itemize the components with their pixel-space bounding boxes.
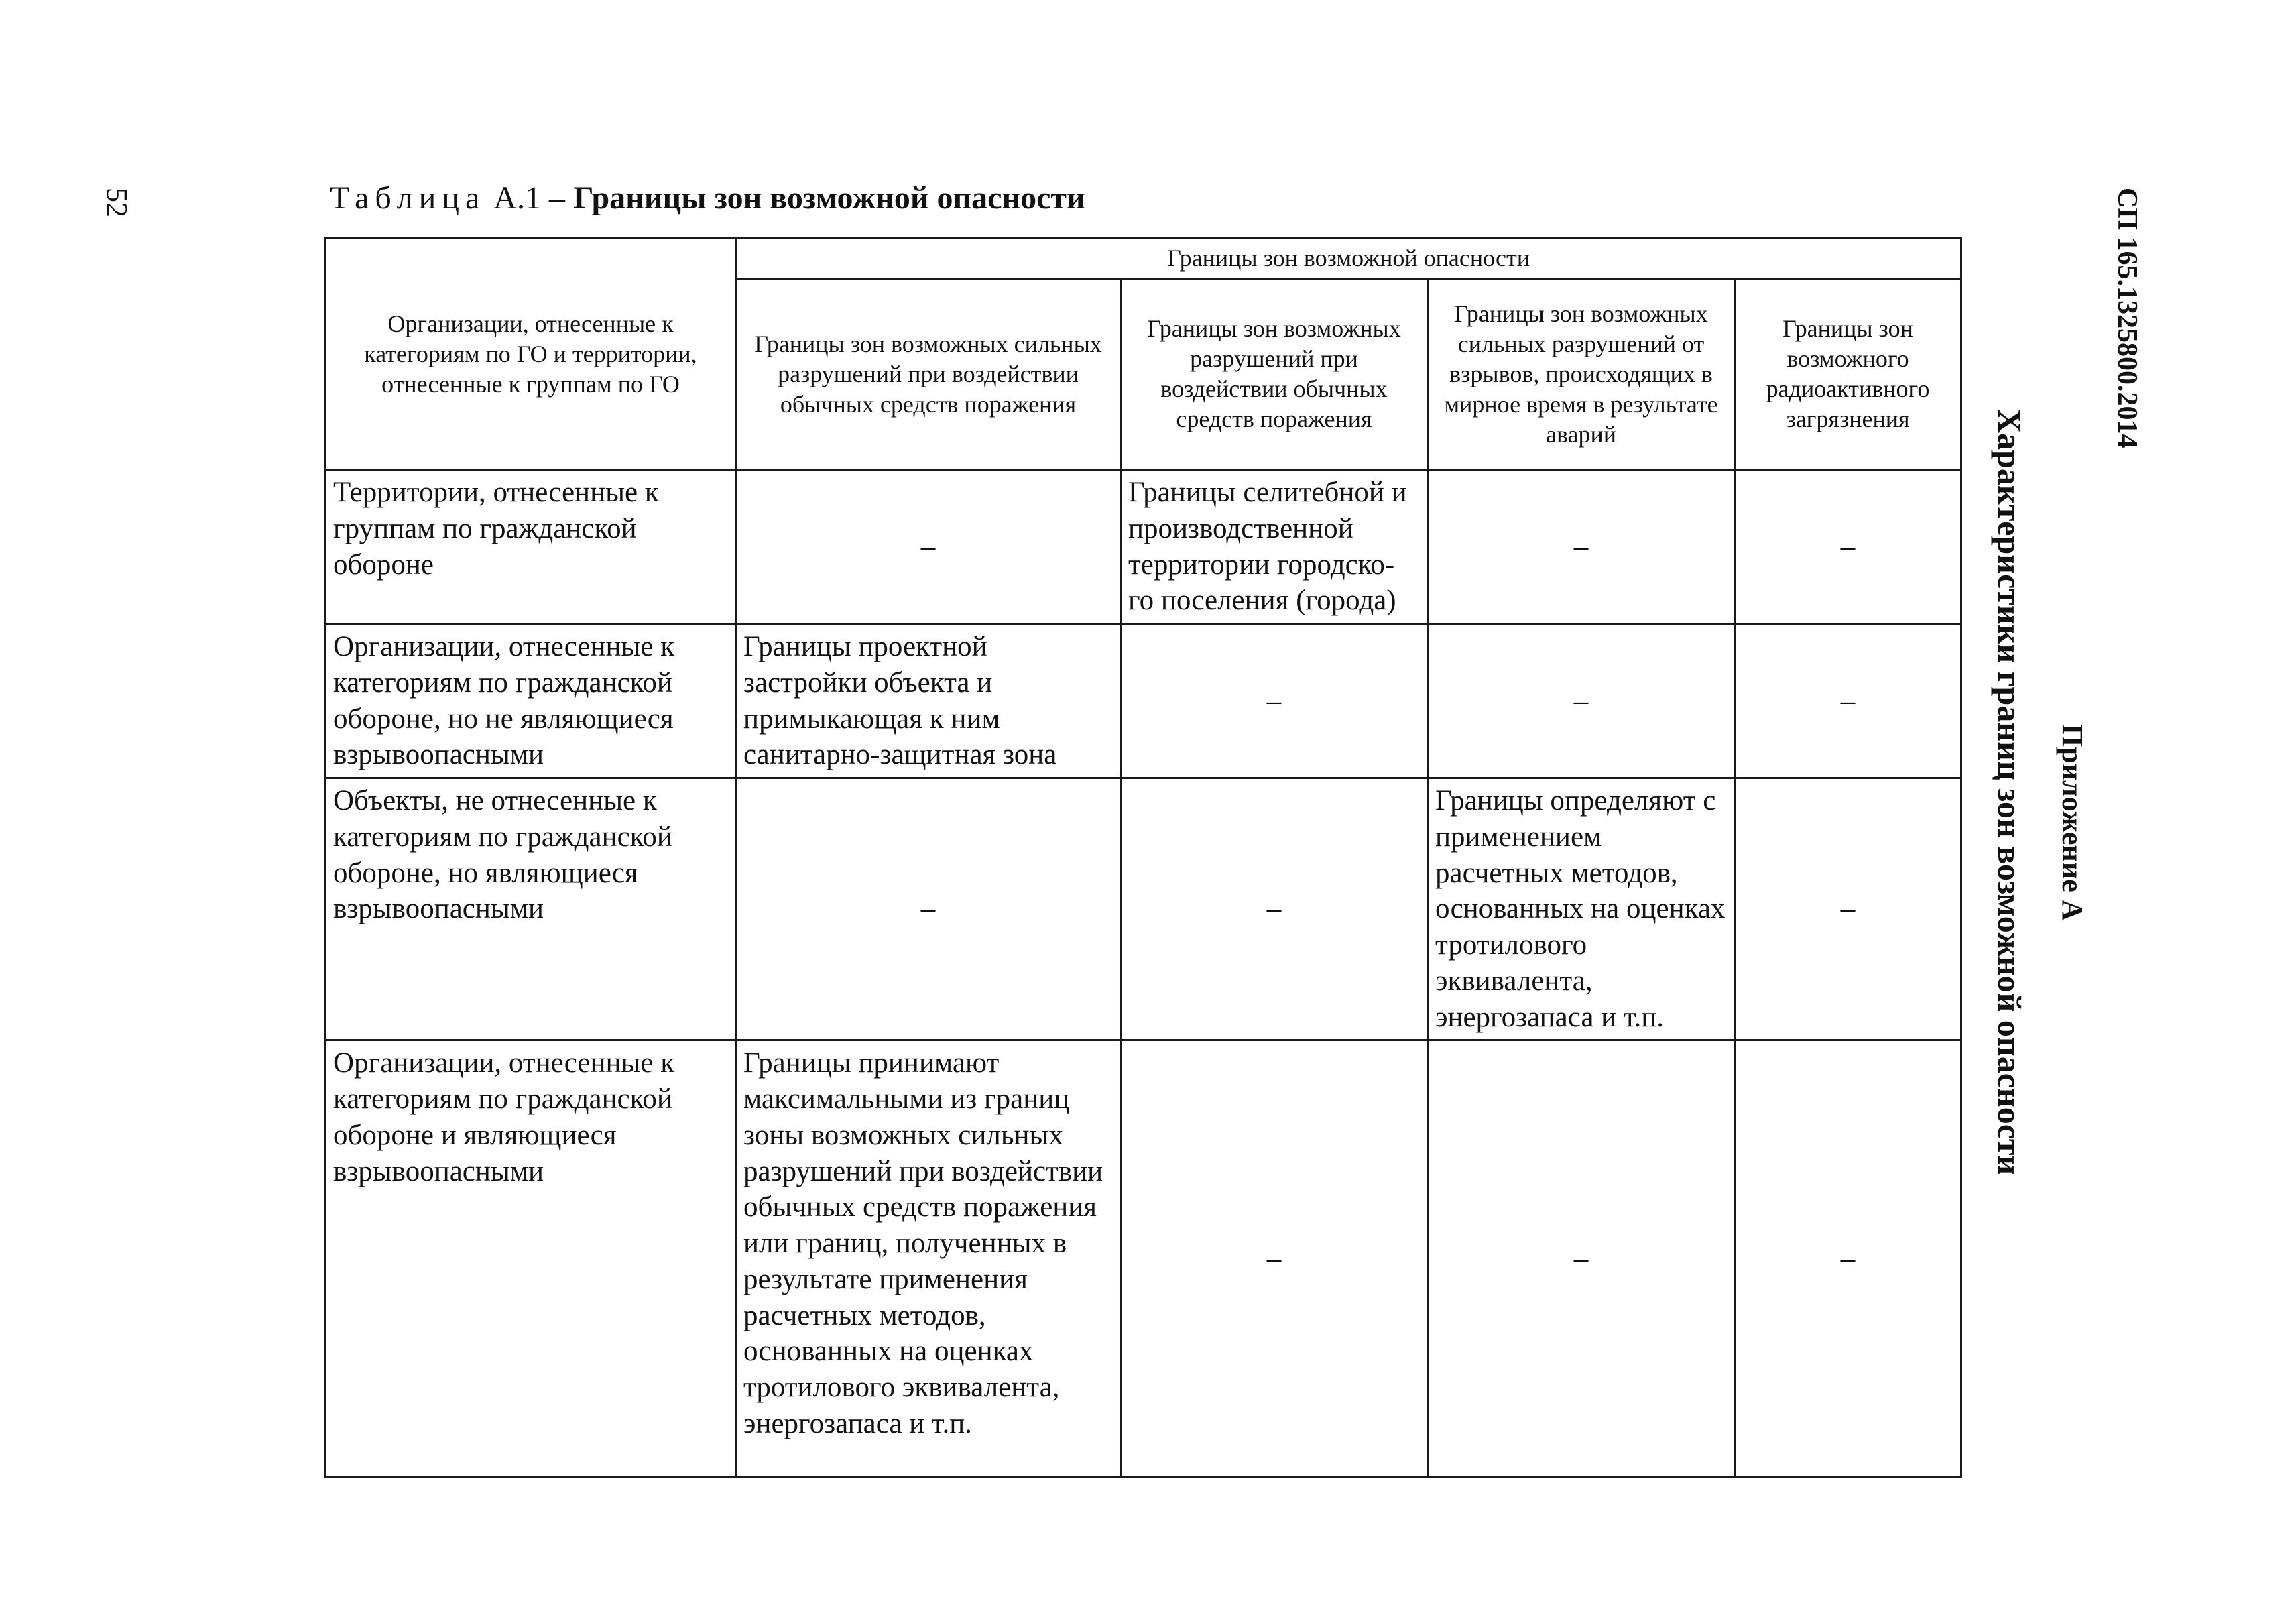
table-cell: – bbox=[736, 778, 1121, 1040]
table-cell: Границы принимают максимальными из границ зоны возможных сильных разрушений при воздействии обычных средств поражения или границ, полученных в результате применения расчетных методов, основанных на оценках тротилового эквивалента, энергозапаса и т.п. bbox=[736, 1040, 1121, 1478]
column-header-destruction: Границы зон возможных разрушений при воздействии обычных средств поражения bbox=[1121, 279, 1428, 470]
appendix-title: Характеристики границ зон возможной опасности bbox=[1991, 409, 2029, 1175]
header-row-group bbox=[326, 239, 1961, 279]
table-caption bbox=[330, 180, 1085, 217]
row-label: Организации, отнесенные к категориям по гражданской обороне и являющиеся взрывоопасными bbox=[326, 1040, 736, 1478]
table-cell: – bbox=[1428, 1040, 1735, 1478]
table-row bbox=[326, 1040, 1961, 1478]
row-label: Объекты, не отнесенные к категориям по гражданской обороне, но являющиеся взрывоопасными bbox=[326, 778, 736, 1040]
column-header-peacetime-explosions: Границы зон возможных сильных разрушений от взрывов, происходящих в мирное время в результате аварий bbox=[1428, 279, 1735, 470]
table-cell: – bbox=[1735, 624, 1961, 778]
column-header-radioactive-contamination: Границы зон возможного радиоактивного загрязнения bbox=[1735, 279, 1961, 470]
table-cell: – bbox=[1121, 624, 1428, 778]
document-code: СП 165.1325800.2014 bbox=[2112, 188, 2142, 448]
table-cell: – bbox=[1121, 778, 1428, 1040]
danger-zones-table bbox=[324, 237, 1962, 1478]
table-cell: – bbox=[736, 470, 1121, 624]
table-cell: – bbox=[1735, 778, 1961, 1040]
caption-title: Границы зон возможной опасности bbox=[572, 180, 1085, 216]
row-label: Территории, отнесенные к группам по гражданской обороне bbox=[326, 470, 736, 624]
table-cell: Границы определяют с применением расчетных методов, основанных на оценках тротилового эквивалента, энергозапаса и т.п. bbox=[1428, 778, 1735, 1040]
table-cell: – bbox=[1428, 624, 1735, 778]
table-cell: – bbox=[1428, 470, 1735, 624]
row-header: Организации, отнесенные к категориям по ГО и территории, отнесенные к группам по ГО bbox=[326, 239, 736, 470]
caption-number: А.1 – bbox=[485, 180, 573, 216]
group-header: Границы зон возможной опасности bbox=[736, 239, 1961, 279]
table-row bbox=[326, 624, 1961, 778]
caption-prefix: Таблица bbox=[330, 180, 486, 216]
table-cell: – bbox=[1735, 470, 1961, 624]
page-number: 52 bbox=[101, 188, 133, 217]
table-cell: Границы селитебной и производственной территории городско-го поселения (города) bbox=[1121, 470, 1428, 624]
table-row bbox=[326, 778, 1961, 1040]
row-label: Организации, отнесенные к категориям по гражданской обороне, но не являющиеся взрывоопасными bbox=[326, 624, 736, 778]
table-cell: Границы проектной застройки объекта и примыкающая к ним санитарно-защитная зона bbox=[736, 624, 1121, 778]
table-row bbox=[326, 470, 1961, 624]
column-header-strong-destruction: Границы зон возможных сильных разрушений при воздействии обычных средств поражения bbox=[736, 279, 1121, 470]
table-cell: – bbox=[1121, 1040, 1428, 1478]
table-cell: – bbox=[1735, 1040, 1961, 1478]
appendix-label: Приложение А bbox=[2056, 724, 2089, 921]
